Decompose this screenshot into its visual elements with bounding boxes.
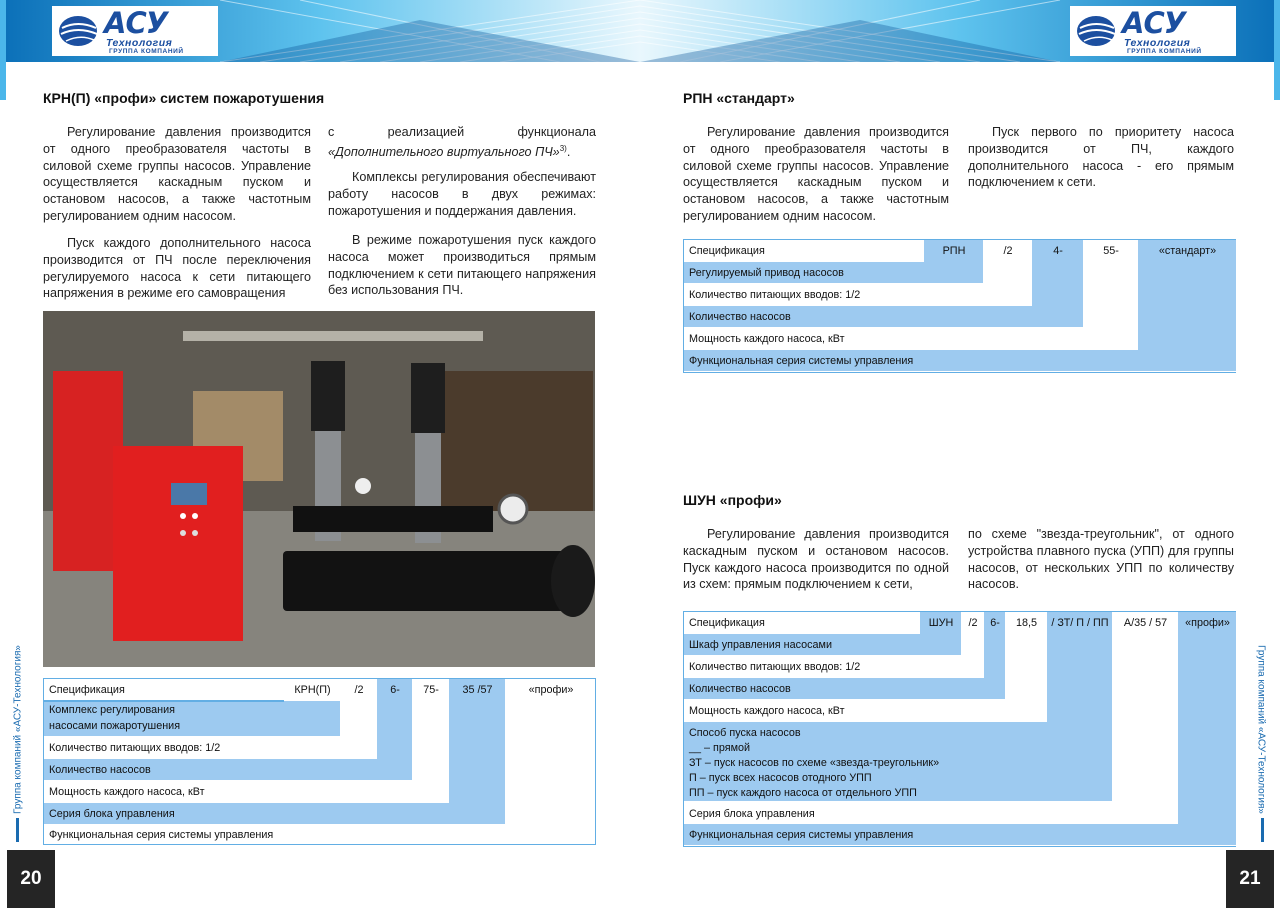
spec-code: 18,5 [1015, 617, 1037, 629]
brand-name: АСУ [1122, 6, 1186, 40]
edge-strip-left [0, 0, 6, 100]
krn-col2-p2: Комплексы регулирования обеспечивают работу насосов в двух режимах: пожаротушения и поддержания давления. [328, 170, 596, 218]
spec-code: 4- [1053, 245, 1063, 257]
globe-emblem-icon [58, 14, 104, 48]
spec-row: Серия блока управления [49, 808, 175, 820]
spec-code: КРН(П) [294, 684, 331, 696]
shun-spec-table [683, 611, 1236, 847]
spec-row: Количество насосов [49, 764, 151, 776]
header-banner [0, 0, 1280, 62]
spec-code-block [1047, 612, 1113, 802]
page-number-left: 20 [7, 850, 55, 908]
krn-col1-p2: Пуск каждого дополнительного насоса производится от ПЧ после переключения регулируемого насоса к сети питающего напряжения в режиме его самовращения [43, 236, 311, 301]
spec-row: Количество насосов [689, 683, 791, 695]
krn-col1-p1: Регулирование давления производится от одного преобразователя частоты в силовой схеме группы насосов. Управление осуществляется каскадным пуском и остановом насосов, а также частотным регулированием одним насосом. [43, 125, 311, 223]
side-mark-left [16, 818, 19, 842]
spec-code: 55- [1103, 245, 1119, 257]
spec-row: ПП – пуск каждого насоса от отдельного УПП [689, 787, 917, 799]
spec-code: /2 [1003, 245, 1013, 257]
spec-row: Количество питающих вводов: 1/2 [689, 661, 861, 673]
spec-code: «стандарт» [1158, 245, 1217, 257]
spec-row: Мощность каждого насоса, кВт [689, 705, 845, 717]
brand-name: АСУ [104, 6, 168, 40]
spec-row: Количество питающих вводов: 1/2 [689, 289, 861, 301]
spec-row: Шкаф управления насосами [689, 639, 832, 651]
globe-emblem-icon [1076, 14, 1122, 48]
krn-col2-p3: В режиме пожаротушения пуск каждого насоса может производиться прямым подключением к сети питающего напряжения без использования ПЧ. [328, 233, 596, 298]
rpn-spec-table [683, 239, 1236, 373]
spec-header: Спецификация [49, 684, 125, 696]
spec-code: /2 [354, 684, 364, 696]
side-mark-right [1261, 818, 1264, 842]
spec-row: __ – прямой [689, 742, 751, 754]
brand-subtitle: Технология [106, 37, 173, 49]
spec-row: Функциональная серия системы управления [689, 355, 914, 367]
spec-code: / ЗТ/ П / ПП [1051, 617, 1109, 629]
spec-header: Спецификация [689, 245, 765, 257]
spec-row: Функциональная серия системы управления [49, 829, 274, 841]
krn-col2-p1: с реализацией функционала «Дополнительного виртуального ПЧ»$^{3)}$. [328, 125, 596, 159]
spec-row: Мощность каждого насоса, кВт [49, 786, 205, 798]
spec-code: 6- [990, 617, 1000, 629]
spec-row: Регулируемый привод насосов [689, 267, 844, 279]
spec-code: «профи» [1185, 617, 1230, 629]
rpn-col1: Регулирование давления производится от одного преобразователя частоты в силовой схеме группы насосов. Управление осуществляется каскадным пуском и остановом насосов, а также частотным регулированием одним насосом. [683, 125, 949, 223]
spec-row: Серия блока управления [689, 808, 815, 820]
spec-code: РПН [942, 245, 966, 257]
section-title-shun: ШУН «профи» [683, 492, 782, 508]
krn-spec-table [43, 678, 596, 845]
spec-row: насосами пожаротушения [49, 720, 181, 732]
spec-code: 6- [390, 684, 400, 696]
spec-code-block [1138, 240, 1237, 372]
brand-tagline: ГРУППА КОМПАНИЙ [1127, 48, 1202, 55]
spec-row: Функциональная серия системы управления [689, 829, 914, 841]
spec-code: А/35 / 57 [1123, 617, 1168, 629]
section-title-rpn: РПН «стандарт» [683, 90, 795, 106]
side-label-left: Группа компаний «АСУ-Технология» [12, 645, 24, 814]
spec-code: ШУН [928, 617, 954, 629]
section-title-krn: КРН(П) «профи» систем пожаротушения [43, 90, 325, 106]
spec-header: Спецификация [689, 617, 765, 629]
side-label-right: Группа компаний «АСУ-Технология» [1255, 645, 1267, 814]
spec-row: П – пуск всех насосов отодного УПП [689, 772, 872, 784]
spec-row: Количество питающих вводов: 1/2 [49, 742, 221, 754]
rule [44, 700, 284, 702]
brand-tagline: ГРУППА КОМПАНИЙ [109, 48, 184, 55]
shun-col1: Регулирование давления производится каскадным пуском и остановом насосов. Пуск каждого насоса производится по одной из схем: прямым подключением к сети, [683, 527, 949, 592]
spec-code: /2 [968, 617, 978, 629]
brand-subtitle: Технология [1124, 37, 1191, 49]
logo-left [52, 6, 218, 56]
spec-code-block [449, 679, 506, 825]
pump-station-photo [43, 311, 595, 667]
spec-code: 35 /57 [462, 684, 493, 696]
spec-row: Количество насосов [689, 311, 791, 323]
page-number-right: 21 [1226, 850, 1274, 908]
rpn-col2: Пуск первого по приоритету насоса производится от ПЧ, каждого дополнительного насоса - его прямым подключением к сети. [968, 125, 1234, 190]
spec-row: Способ пуска насосов [689, 727, 801, 739]
pump-station-image [43, 311, 595, 667]
spec-row: Мощность каждого насоса, кВт [689, 333, 845, 345]
spec-code: «профи» [528, 684, 574, 696]
spec-row: Комплекс регулирования [49, 704, 176, 716]
shun-col2: по схеме "звезда-треугольник", от одного устройства плавного пуска (УПП) для группы насосов, от нескольких УПП по количеству насосов. [968, 527, 1234, 592]
spec-row: ЗТ – пуск насосов по схеме «звезда-треугольник» [689, 757, 940, 769]
spec-block [341, 679, 342, 680]
logo-right [1070, 6, 1236, 56]
spec-code: 75- [423, 684, 439, 696]
spec-code-block [1178, 612, 1237, 846]
edge-strip-right [1274, 0, 1280, 100]
